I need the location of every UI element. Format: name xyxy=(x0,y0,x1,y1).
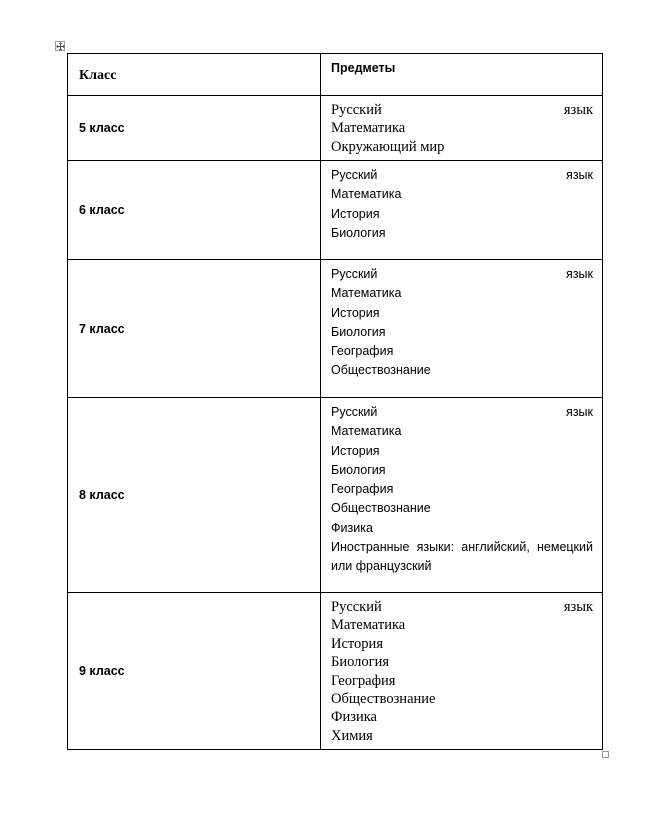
subject-line: Математика xyxy=(331,187,402,202)
subject-line xyxy=(331,265,593,284)
class-cell[interactable]: 7 класс xyxy=(68,260,321,398)
subject-word: язык xyxy=(566,168,593,182)
table-row xyxy=(68,593,603,750)
subject-line: Химия xyxy=(331,727,373,744)
subject-word: язык xyxy=(563,102,593,118)
table-row xyxy=(68,161,603,260)
subject-line: Окружающий мир xyxy=(331,138,445,155)
subject-line: История xyxy=(331,305,380,320)
subject-word: язык xyxy=(566,267,593,281)
subject-line-foreign-languages: Иностранные языки: английский, немецкий или французский xyxy=(331,540,593,574)
class-cell[interactable]: 6 класс xyxy=(68,161,321,260)
subject-line: Математика xyxy=(331,120,406,137)
subjects-cell[interactable] xyxy=(321,260,603,398)
subject-line: Биология xyxy=(331,324,386,339)
subject-line: История xyxy=(331,443,380,458)
subjects-cell[interactable] xyxy=(321,161,603,260)
subject-line: Биология xyxy=(331,462,386,477)
subject-word: Русский xyxy=(331,599,382,615)
subject-line: География xyxy=(331,344,394,359)
header-subjects[interactable]: Предметы xyxy=(321,54,603,96)
class-cell[interactable]: 5 класс xyxy=(68,96,321,161)
table-row xyxy=(68,96,603,161)
subject-word: Русский xyxy=(331,168,378,182)
subject-word: Русский xyxy=(331,267,378,281)
subject-word: язык xyxy=(566,405,593,419)
subject-word: Русский xyxy=(331,405,378,419)
class-cell[interactable]: 8 класс xyxy=(68,398,321,593)
subject-line: Математика xyxy=(331,286,402,301)
subject-line: Биология xyxy=(331,654,390,671)
subject-line: Физика xyxy=(331,709,377,726)
subject-word: Русский xyxy=(331,102,382,118)
subject-line: Обществознание xyxy=(331,363,431,378)
table-move-handle-icon[interactable] xyxy=(55,41,65,51)
table-header-row xyxy=(68,54,603,96)
table-row xyxy=(68,398,603,593)
subject-line: Обществознание xyxy=(331,691,436,708)
subjects-cell[interactable] xyxy=(321,96,603,161)
subject-line: История xyxy=(331,206,380,221)
table-resize-handle-icon[interactable] xyxy=(602,751,609,758)
subject-line: Обществознание xyxy=(331,501,431,516)
subjects-cell[interactable] xyxy=(321,398,603,593)
subject-line xyxy=(331,101,593,119)
subject-line: Биология xyxy=(331,225,386,240)
subject-line xyxy=(331,403,593,422)
subject-line: Математика xyxy=(331,617,406,634)
class-cell[interactable]: 9 класс xyxy=(68,593,321,750)
subjects-cell[interactable] xyxy=(321,593,603,750)
subject-line: Математика xyxy=(331,424,402,439)
subject-word: язык xyxy=(563,599,593,615)
subject-line: География xyxy=(331,672,396,689)
table-row xyxy=(68,260,603,398)
subject-line: Физика xyxy=(331,520,373,535)
subject-line: География xyxy=(331,482,394,497)
subject-line xyxy=(331,598,593,616)
subject-line: История xyxy=(331,635,383,652)
subjects-table xyxy=(67,53,603,750)
subject-line xyxy=(331,166,593,185)
header-class[interactable]: Класс xyxy=(68,54,321,96)
